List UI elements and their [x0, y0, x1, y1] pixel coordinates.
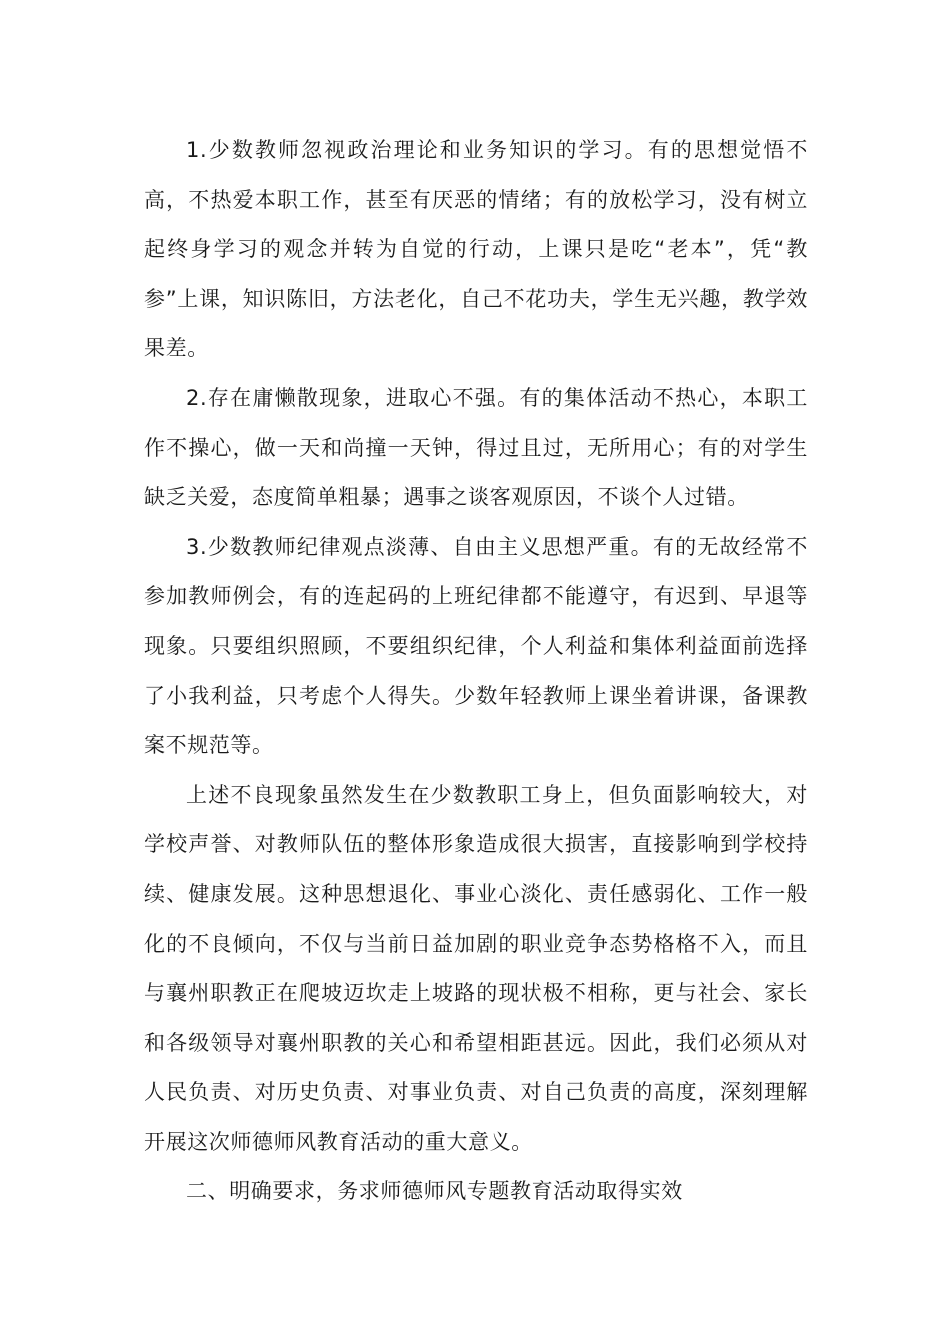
document-body	[144, 126, 808, 1217]
paragraph-point-1: 1.少数教师忽视政治理论和业务知识的学习。有的思想觉悟不高，不热爱本职工作，甚至有厌恶的情绪；有的放松学习，没有树立起终身学习的观念并转为自觉的行动，上课只是吃“老本”，凭“教参”上课，知识陈旧，方法老化，自己不花功夫，学生无兴趣，教学效果差。	[144, 138, 808, 361]
paragraph-summary: 上述不良现象虽然发生在少数教职工身上，但负面影响较大，对学校声誉、对教师队伍的整体形象造成很大损害，直接影响到学校持续、健康发展。这种思想退化、事业心淡化、责任感弱化、工作一般化的不良倾向，不仅与当前日益加剧的职业竞争态势格格不入，而且与襄州职教正在爬坡迈坎走上坡路的现状极不相称，更与社会、家长和各级领导对襄州职教的关心和希望相距甚远。因此，我们必须从对人民负责、对历史负责、对事业负责、对自己负责的高度，深刻理解开展这次师德师风教育活动的重大意义。	[144, 782, 808, 1154]
paragraph-point-2: 2.存在庸懒散现象，进取心不强。有的集体活动不热心，本职工作不操心，做一天和尚撞一天钟，得过且过，无所用心；有的对学生缺乏关爱，态度简单粗暴；遇事之谈客观原因，不谈个人过错。	[144, 385, 808, 510]
paragraph-point-3: 3.少数教师纪律观点淡薄、自由主义思想严重。有的无故经常不参加教师例会，有的连起码的上班纪律都不能遵守，有迟到、早退等现象。只要组织照顾，不要组织纪律，个人利益和集体利益面前选择了小我利益，只考虑个人得失。少数年轻教师上课坐着讲课，备课教案不规范等。	[144, 534, 808, 758]
section-heading-2: 二、明确要求，务求师德师风专题教育活动取得实效	[186, 1179, 683, 1204]
